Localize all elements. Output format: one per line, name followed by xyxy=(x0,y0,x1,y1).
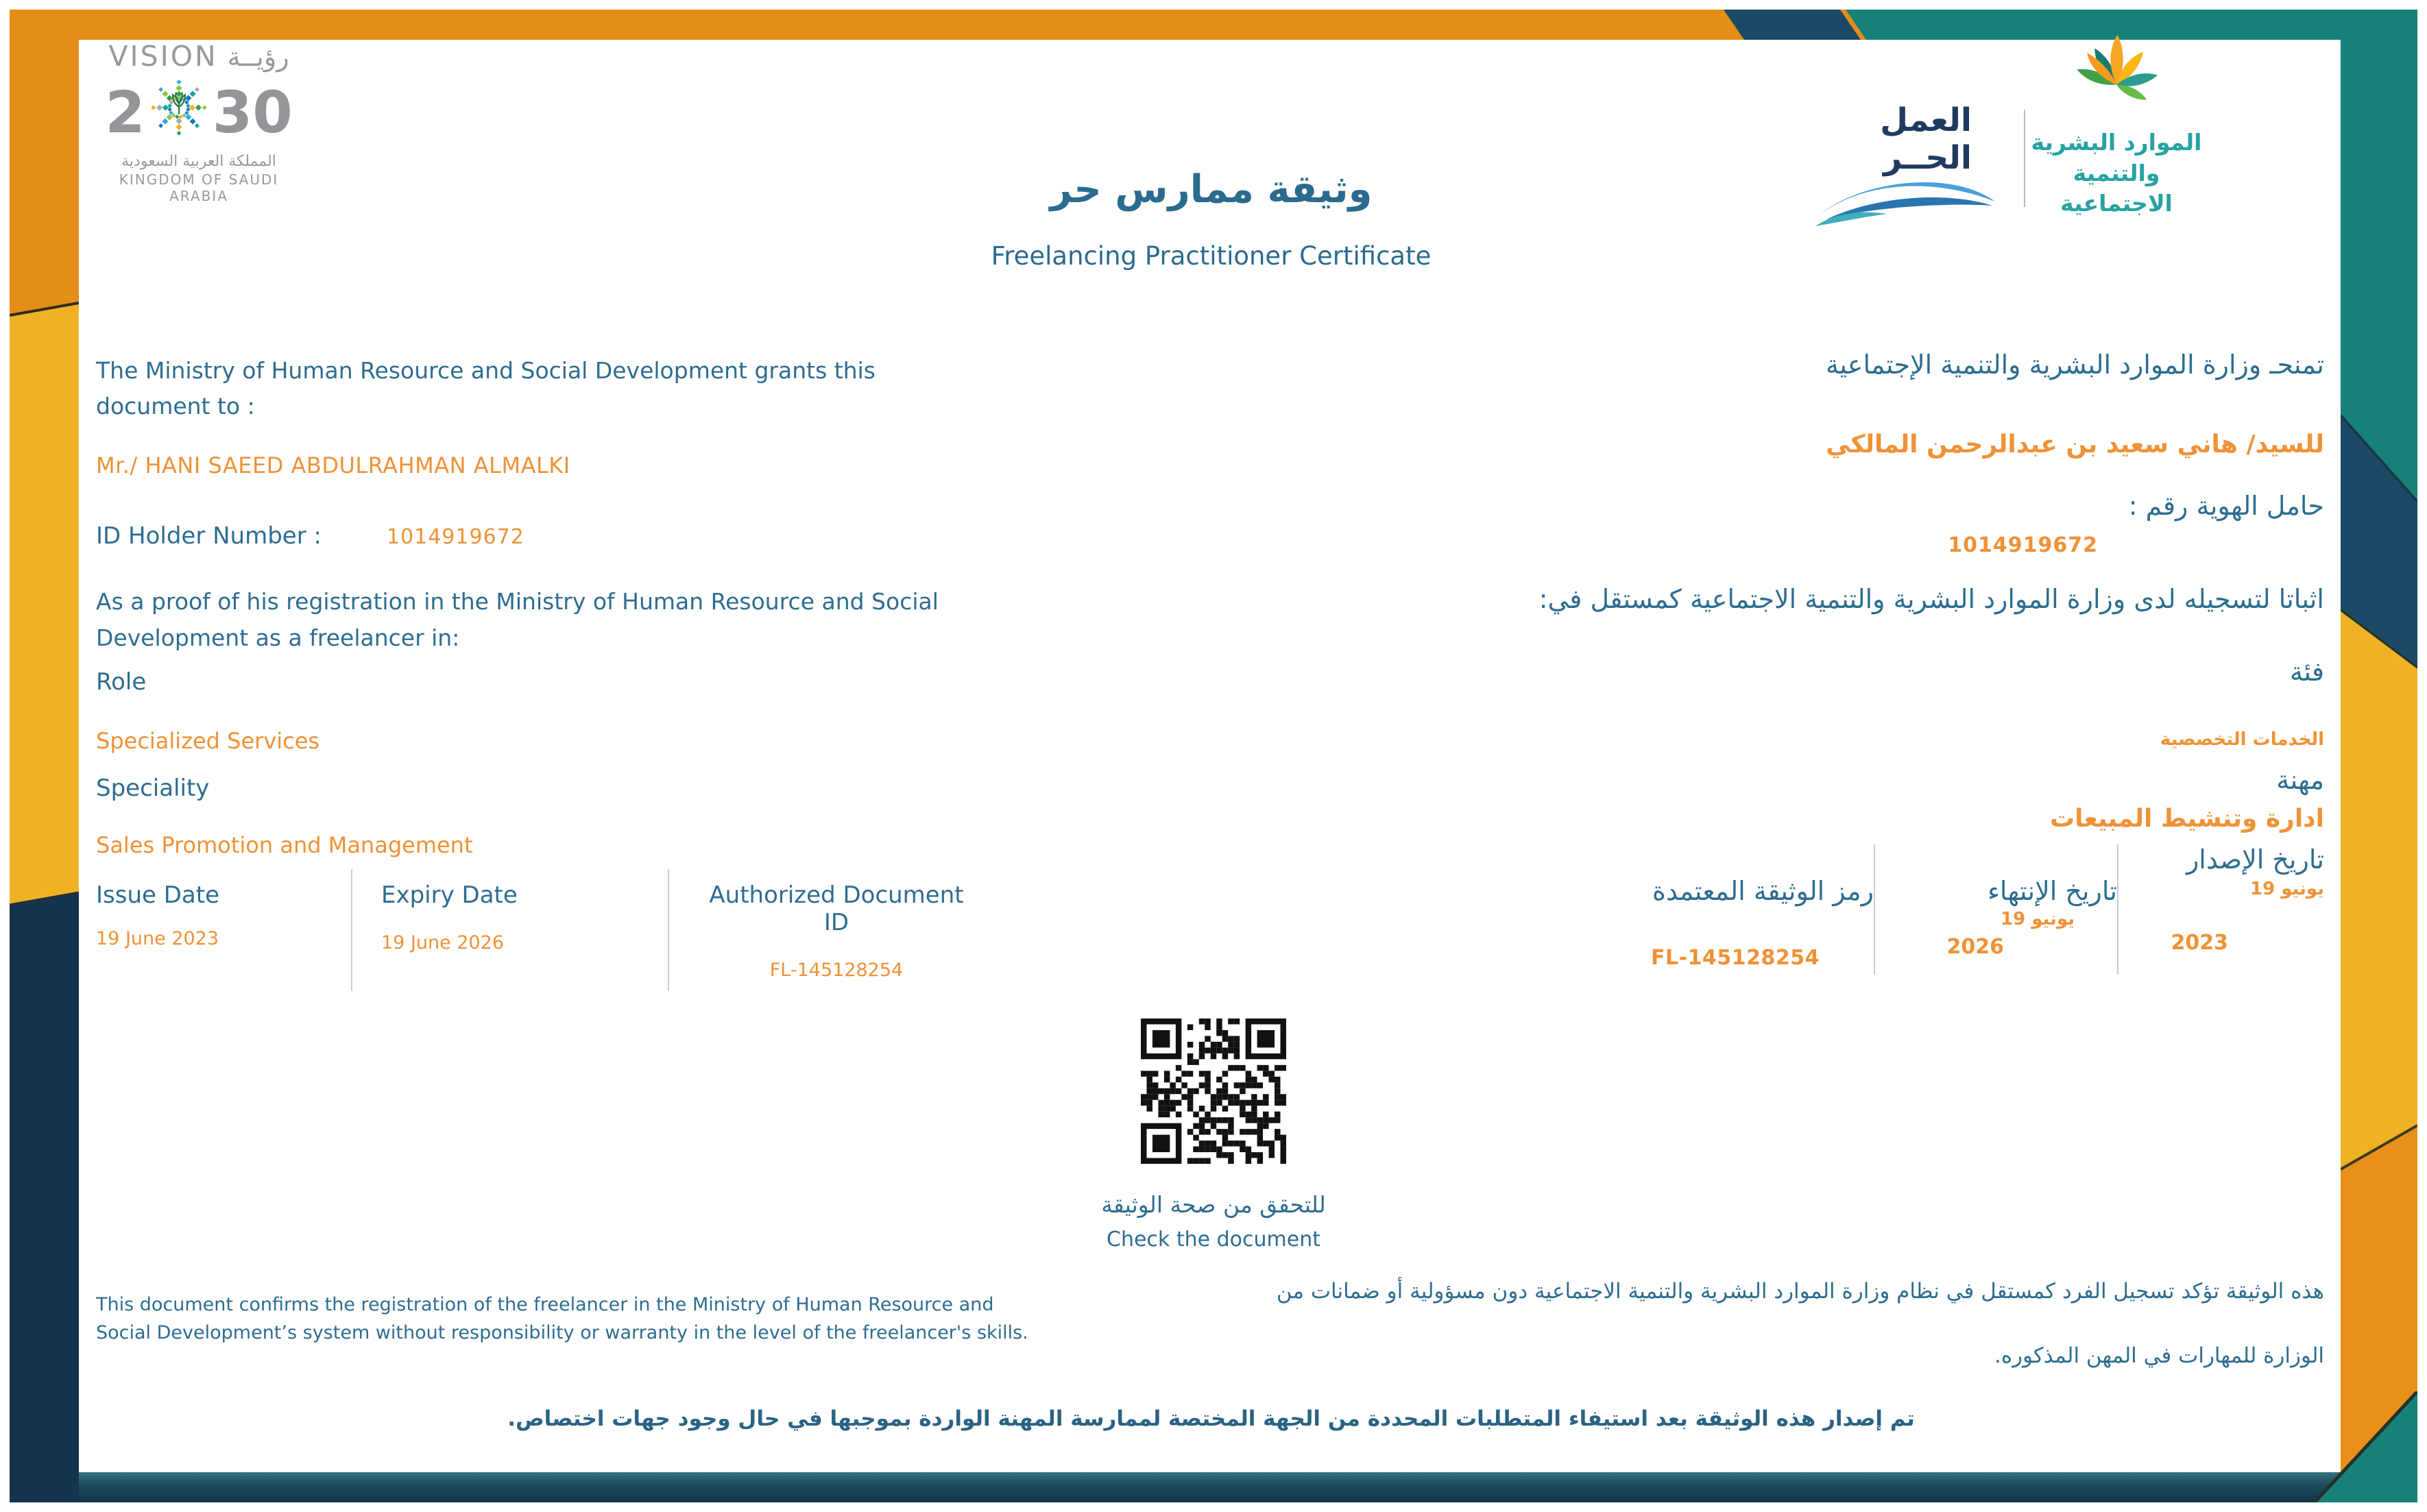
issue-date-label-en: Issue Date xyxy=(96,881,219,909)
ministry-name-line2: والتنمية الاجتماعية xyxy=(2060,159,2173,217)
issue-date-cell-ar xyxy=(2118,844,2324,975)
expiry-date-cell-en xyxy=(351,869,668,991)
expiry-date-year-ar: 2026 xyxy=(1946,935,2004,959)
issue-date-value-en: 19 June 2023 xyxy=(96,928,219,949)
vision-kingdom-ar: المملكة العربية السعودية xyxy=(121,153,276,170)
expiry-date-label-en: Expiry Date xyxy=(381,881,518,909)
dates-table-ar xyxy=(1471,844,2324,975)
grant-intro-en: The Ministry of Human Resource and Social Development grants this document to : xyxy=(96,357,876,420)
issue-date-cell-en xyxy=(96,869,351,991)
certificate-title-ar: وثيقة ممارس حر xyxy=(1050,167,1373,212)
footer-note-ar-line2: الوزارة للمهارات في المهن المذكوره. xyxy=(1994,1343,2324,1368)
freelance-logo-line2: الحــر xyxy=(1883,139,1972,178)
document-id-label-en: Authorized Document ID xyxy=(709,881,964,936)
expiry-date-value-en: 19 June 2026 xyxy=(381,932,505,953)
id-holder-number-ar: 1014919672 xyxy=(1948,533,2098,557)
document-id-cell-en xyxy=(668,869,976,991)
role-value-ar: الخدمات التخصصية xyxy=(2160,729,2324,750)
speciality-label-ar: مهنة xyxy=(2276,765,2324,795)
expiry-date-cell-ar xyxy=(1875,844,2118,975)
role-value-en: Specialized Services xyxy=(96,728,320,754)
footer-note-en: This document confirms the registration of the freelancer in the Ministry of Human Resource and Social Development’s system without responsibility or warranty in the level of the freelancer's skills. xyxy=(96,1294,1028,1343)
qr-code xyxy=(1141,1019,1286,1164)
ministry-name-line1: الموارد البشرية xyxy=(2031,129,2202,156)
frame-top-navy-segment xyxy=(1714,10,1865,40)
document-id-value-en: FL-145128254 xyxy=(769,960,904,981)
verify-text-en: Check the document xyxy=(1107,1228,1320,1252)
vision-word-en: VISION xyxy=(108,40,218,73)
speciality-value-ar: ادارة وتنشيط المبيعات xyxy=(2049,805,2324,833)
vision-year-2: 2 xyxy=(105,78,145,146)
id-holder-label-en: ID Holder Number : xyxy=(96,522,322,550)
issue-date-year-ar: 2023 xyxy=(2171,931,2228,955)
frame-right-band xyxy=(2341,10,2417,1502)
vision-palm-emblem-icon xyxy=(145,74,213,150)
document-id-value-ar: FL-145128254 xyxy=(1651,946,1820,970)
issue-date-label-ar: تاريخ الإصدار xyxy=(2186,844,2324,875)
vision-year-30: 30 xyxy=(212,78,293,146)
expiry-date-label-ar: تاريخ الإنتهاء xyxy=(1988,876,2117,906)
grant-intro-ar: تمنحـ وزارة الموارد البشرية والتنمية الإجتماعية xyxy=(1825,350,2324,380)
document-id-cell-ar xyxy=(1471,844,1875,975)
document-id-label-ar: رمز الوثيقة المعتمدة xyxy=(1652,876,1874,906)
qr-block xyxy=(0,1019,2427,1252)
certificate-title-en: Freelancing Practitioner Certificate xyxy=(991,241,1432,271)
ministry-palm-icon xyxy=(2075,34,2158,123)
id-holder-row-en xyxy=(96,522,524,550)
freelance-logo-line1: العمل xyxy=(1880,101,1972,139)
speciality-label-en: Speciality xyxy=(96,775,210,802)
footer-disclaimer-ar: تم إصدار هذه الوثيقة بعد استيفاء المتطلبات المحددة من الجهة المختصة لممارسة المهنة الواردة بموجبها في حال وجود جهات اختصاص. xyxy=(507,1406,1915,1431)
holder-name-ar: للسيد/ هاني سعيد بن عبدالرحمن المالكي xyxy=(1826,430,2324,459)
proof-text-en: As a proof of his registration in the Ministry of Human Resource and Social Development as a freelancer in: xyxy=(96,588,939,651)
footer-note-ar-line1: هذه الوثيقة تؤكد تسجيل الفرد كمستقل في نظام وزارة الموارد البشرية والتنمية الاجتماعية دون مسؤولية أو ضمانات من xyxy=(1276,1279,2324,1304)
role-label-ar: فئة xyxy=(2289,657,2324,687)
frame-bottom-band xyxy=(10,1472,2417,1502)
expiry-date-month-ar: يونيو 19 xyxy=(2001,909,2075,929)
speciality-value-en: Sales Promotion and Management xyxy=(96,832,473,858)
proof-text-ar: اثباتا لتسجيله لدى وزارة الموارد البشرية والتنمية الاجتماعية كمستقل في: xyxy=(1538,584,2324,614)
dates-table-en xyxy=(96,869,976,991)
issue-date-month-ar: يونيو 19 xyxy=(2250,879,2324,899)
id-holder-number: 1014919672 xyxy=(386,525,524,549)
role-label-en: Role xyxy=(96,668,147,696)
verify-text-ar: للتحقق من صحة الوثيقة xyxy=(1101,1191,1326,1218)
id-holder-label-ar: حامل الهوية رقم : xyxy=(2128,491,2324,521)
frame-left-band xyxy=(10,10,79,1502)
vision-kingdom-en: KINGDOM OF SAUDI ARABIA xyxy=(119,171,279,204)
holder-name-en: Mr./ HANI SAEED ABDULRAHMAN ALMALKI xyxy=(96,452,570,478)
vision-word-ar: رؤيــة xyxy=(227,42,289,72)
